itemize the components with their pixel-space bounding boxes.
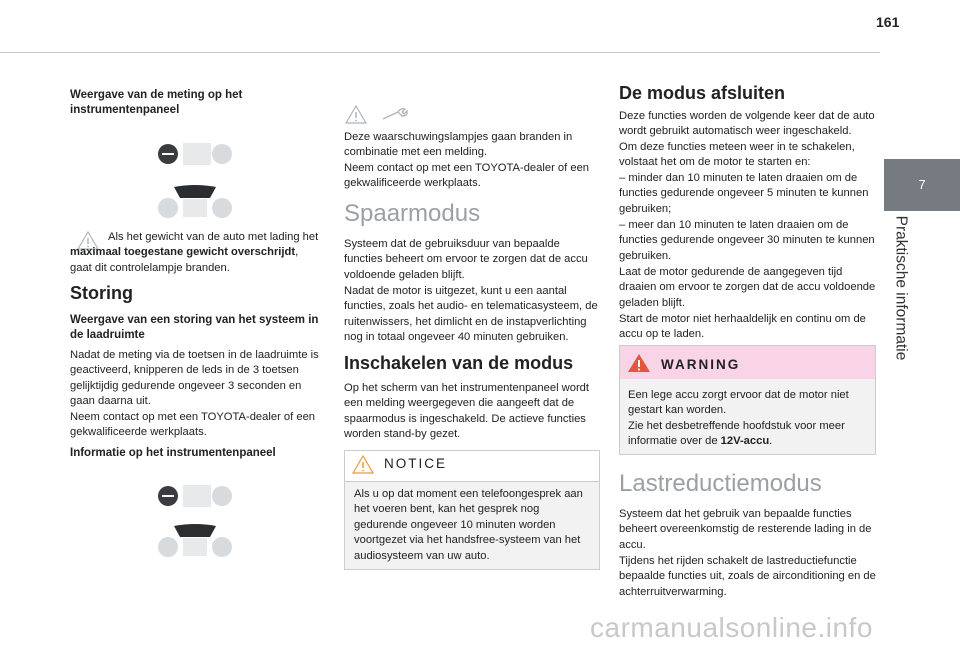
notice-paragraph: Als u op dat moment een telefoongesprek aan het voeren bent, kan het gesprek nog gedurende ongeveer 10 minuten worden voortgezet via het handsfree-systeem van het audiosysteem van uw auto. (354, 488, 583, 562)
overload-text-b: , gaat dit controlelampje branden. (70, 246, 299, 274)
overload-text-bold: maximaal toegestane gewicht overschrijdt (70, 246, 296, 259)
dashboard-screen-icon-2 (150, 523, 240, 559)
lamps-paragraph-1: Deze waarschuwingslampjes gaan branden in combinatie met een melding. (344, 131, 573, 159)
afsluiten-paragraph-5: Laat de motor gedurende de aangegeven tijd draaien om ervoor te zorgen dat de accu voldoende geladen blijft. (619, 266, 876, 309)
dashboard-display-icon-2 (150, 482, 240, 512)
overload-text-a: Als het gewicht van de auto met lading het (108, 231, 319, 243)
chapter-side-label (870, 208, 930, 368)
chapter-side-label-text: Praktische informatie (892, 215, 910, 361)
header-rule (0, 52, 880, 53)
watermark: carmanualsonline.info (590, 612, 873, 643)
page-number: 161 (876, 14, 900, 30)
warning-box-triangle-icon (627, 352, 651, 374)
spaarmodus-paragraph-1: Systeem dat de gebruiksduur van bepaalde functies beheert om ervoor te zorgen dat de accu voldoende geladen blijft. (344, 238, 588, 281)
lastreductie-title: Lastreductiemodus (619, 470, 822, 497)
warning-header (620, 346, 875, 379)
warning-p2-c: . (769, 435, 773, 448)
chapter-tab[interactable]: 7 (884, 159, 960, 211)
warning-paragraph-2 (628, 419, 868, 450)
afsluiten-paragraph-2: Om deze functies meteen weer in te schakelen, volstaat het om de motor te starten en: (619, 141, 855, 169)
spaarmodus-title: Spaarmodus (344, 200, 481, 227)
lamps-paragraph-2: Neem contact op met een TOYOTA-dealer of een gekwalificeerde werkplaats. (344, 162, 590, 190)
dashboard-screen-icon (150, 184, 240, 220)
afsluiten-title: De modus afsluiten (619, 83, 786, 103)
inschakelen-paragraph: Op het scherm van het instrumentenpaneel wordt een melding weergegeven die aangeeft dat de spaarmodus is ingeschakeld. De actieve functies worden stand-by gezet. (344, 382, 590, 441)
warning-triangle-icon-2 (344, 104, 368, 124)
warning-p2-bold: 12V-accu (720, 435, 770, 448)
afsluiten-paragraph-4: – meer dan 10 minuten te laten draaien om de functies gedurende ongeveer 30 minuten te kunnen gebruiken. (619, 219, 875, 262)
warning-title: WARNING (661, 357, 741, 372)
storing-paragraph-1: Nadat de meting via de toetsen in de laadruimte is geactiveerd, knipperen de leds in de 3 toetsen gelijktijdig gedurende ongeveer 3 seconden en gaan daarna uit. (70, 349, 319, 408)
afsluiten-paragraph-3: – minder dan 10 minuten te laten draaien om de functies gedurende ongeveer 5 minuten te kunnen gebruiken; (619, 172, 869, 215)
wrench-icon (380, 106, 410, 122)
lastreductie-paragraph-2: Tijdens het rijden schakelt de lastreductiefunctie bepaalde functies uit, zoals de airconditioning en de achterruitverwarming. (619, 555, 876, 598)
overload-warning-text (70, 230, 320, 276)
weergave-heading: Weergave van de meting op het instrumentenpaneel (70, 89, 243, 116)
storing-subheading: Weergave van een storing van het systeem in de laadruimte (70, 314, 319, 341)
spaarmodus-paragraph-2: Nadat de motor is uitgezet, kunt u een aantal functies, zoals het audio- en telematicasysteem, de ruitenwissers, het dimlicht en de instapverlichting nog in totaal ongeveer 40 minuten gebruiken. (344, 285, 598, 344)
notice-triangle-icon (352, 454, 374, 474)
afsluiten-paragraph-6: Start de motor niet herhaaldelijk en continu om de accu op te laden. (619, 313, 866, 341)
storing-paragraph-2: Neem contact op met een TOYOTA-dealer of een gekwalificeerde werkplaats. (70, 411, 316, 439)
dashboard-display-icon (150, 140, 240, 170)
inschakelen-title: Inschakelen van de modus (344, 353, 574, 373)
afsluiten-paragraph-1: Deze functies worden de volgende keer dat de auto wordt gebruikt automatisch weer ingeschakeld. (619, 110, 875, 138)
warning-p2-a: Zie het desbetreffende hoofdstuk voor meer informatie over de (628, 420, 845, 448)
lastreductie-paragraph-1: Systeem dat het gebruik van bepaalde functies beheert overeenkomstig de resterende lading in de accu. (619, 508, 872, 551)
info-instrumentenpaneel-heading: Informatie op het instrumentenpaneel (70, 447, 276, 459)
storing-title: Storing (70, 283, 133, 303)
notice-title: NOTICE (384, 456, 448, 471)
warning-paragraph-1: Een lege accu zorgt ervoor dat de motor niet gestart kan worden. (628, 389, 849, 417)
